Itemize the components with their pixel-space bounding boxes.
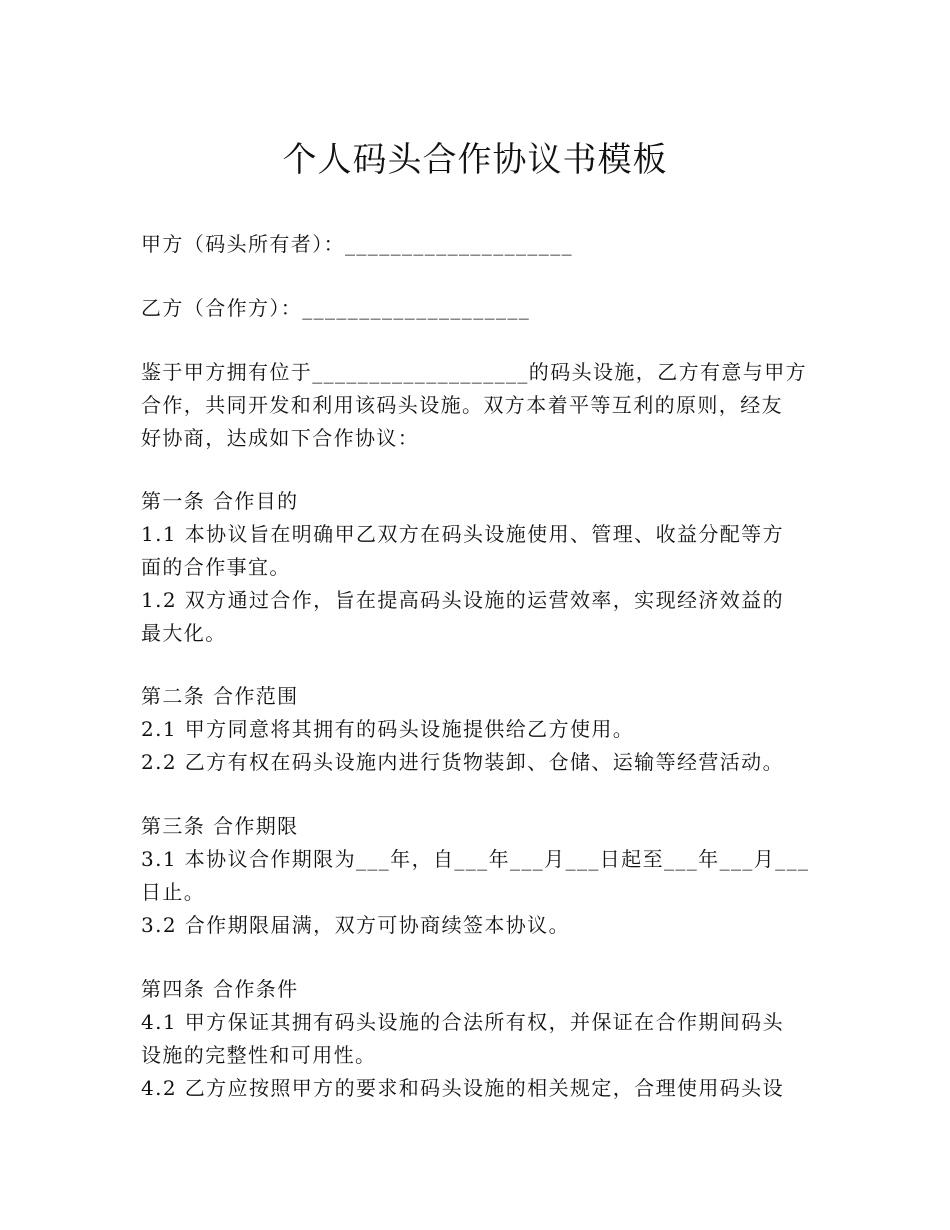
document-title: 个人码头合作协议书模板 [282, 140, 668, 180]
clause-line: 1.1 本协议旨在明确甲乙双方在码头设施使用、管理、收益分配等方 [141, 522, 784, 546]
clause-line: 3.1 本协议合作期限为___年，自___年___月___日起至___年___月___ [141, 847, 810, 871]
clause-line: 日止。 [141, 880, 206, 904]
article-heading: 第二条 合作范围 [141, 684, 299, 708]
clause-line: 3.2 合作期限届满，双方可协商续签本协议。 [141, 913, 570, 937]
party-a-line: 甲方（码头所有者）：____________________ [141, 232, 573, 256]
article-heading: 第四条 合作条件 [141, 977, 299, 1001]
clause-line: 1.2 双方通过合作，旨在提高码头设施的运营效率，实现经济效益的 [141, 588, 784, 612]
clause-line: 最大化。 [141, 621, 227, 645]
preamble-line: 鉴于甲方拥有位于___________________的码头设施，乙方有意与甲方 [141, 360, 807, 384]
party-b-line: 乙方（合作方）：____________________ [141, 296, 531, 320]
preamble-line: 好协商，达成如下合作协议： [141, 426, 420, 450]
clause-line: 2.2 乙方有权在码头设施内进行货物装卸、仓储、运输等经营活动。 [141, 750, 784, 774]
clause-line: 面的合作事宜。 [141, 555, 291, 579]
preamble-line: 合作，共同开发和利用该码头设施。双方本着平等互利的原则，经友 [141, 393, 783, 417]
clause-line: 4.1 甲方保证其拥有码头设施的合法所有权，并保证在合作期间码头 [141, 1010, 784, 1034]
clause-line: 2.1 甲方同意将其拥有的码头设施提供给乙方使用。 [141, 717, 635, 741]
article-heading: 第一条 合作目的 [141, 489, 299, 513]
article-heading: 第三条 合作期限 [141, 814, 299, 838]
clause-line: 设施的完整性和可用性。 [141, 1043, 377, 1067]
clause-line: 4.2 乙方应按照甲方的要求和码头设施的相关规定，合理使用码头设 [141, 1076, 784, 1100]
